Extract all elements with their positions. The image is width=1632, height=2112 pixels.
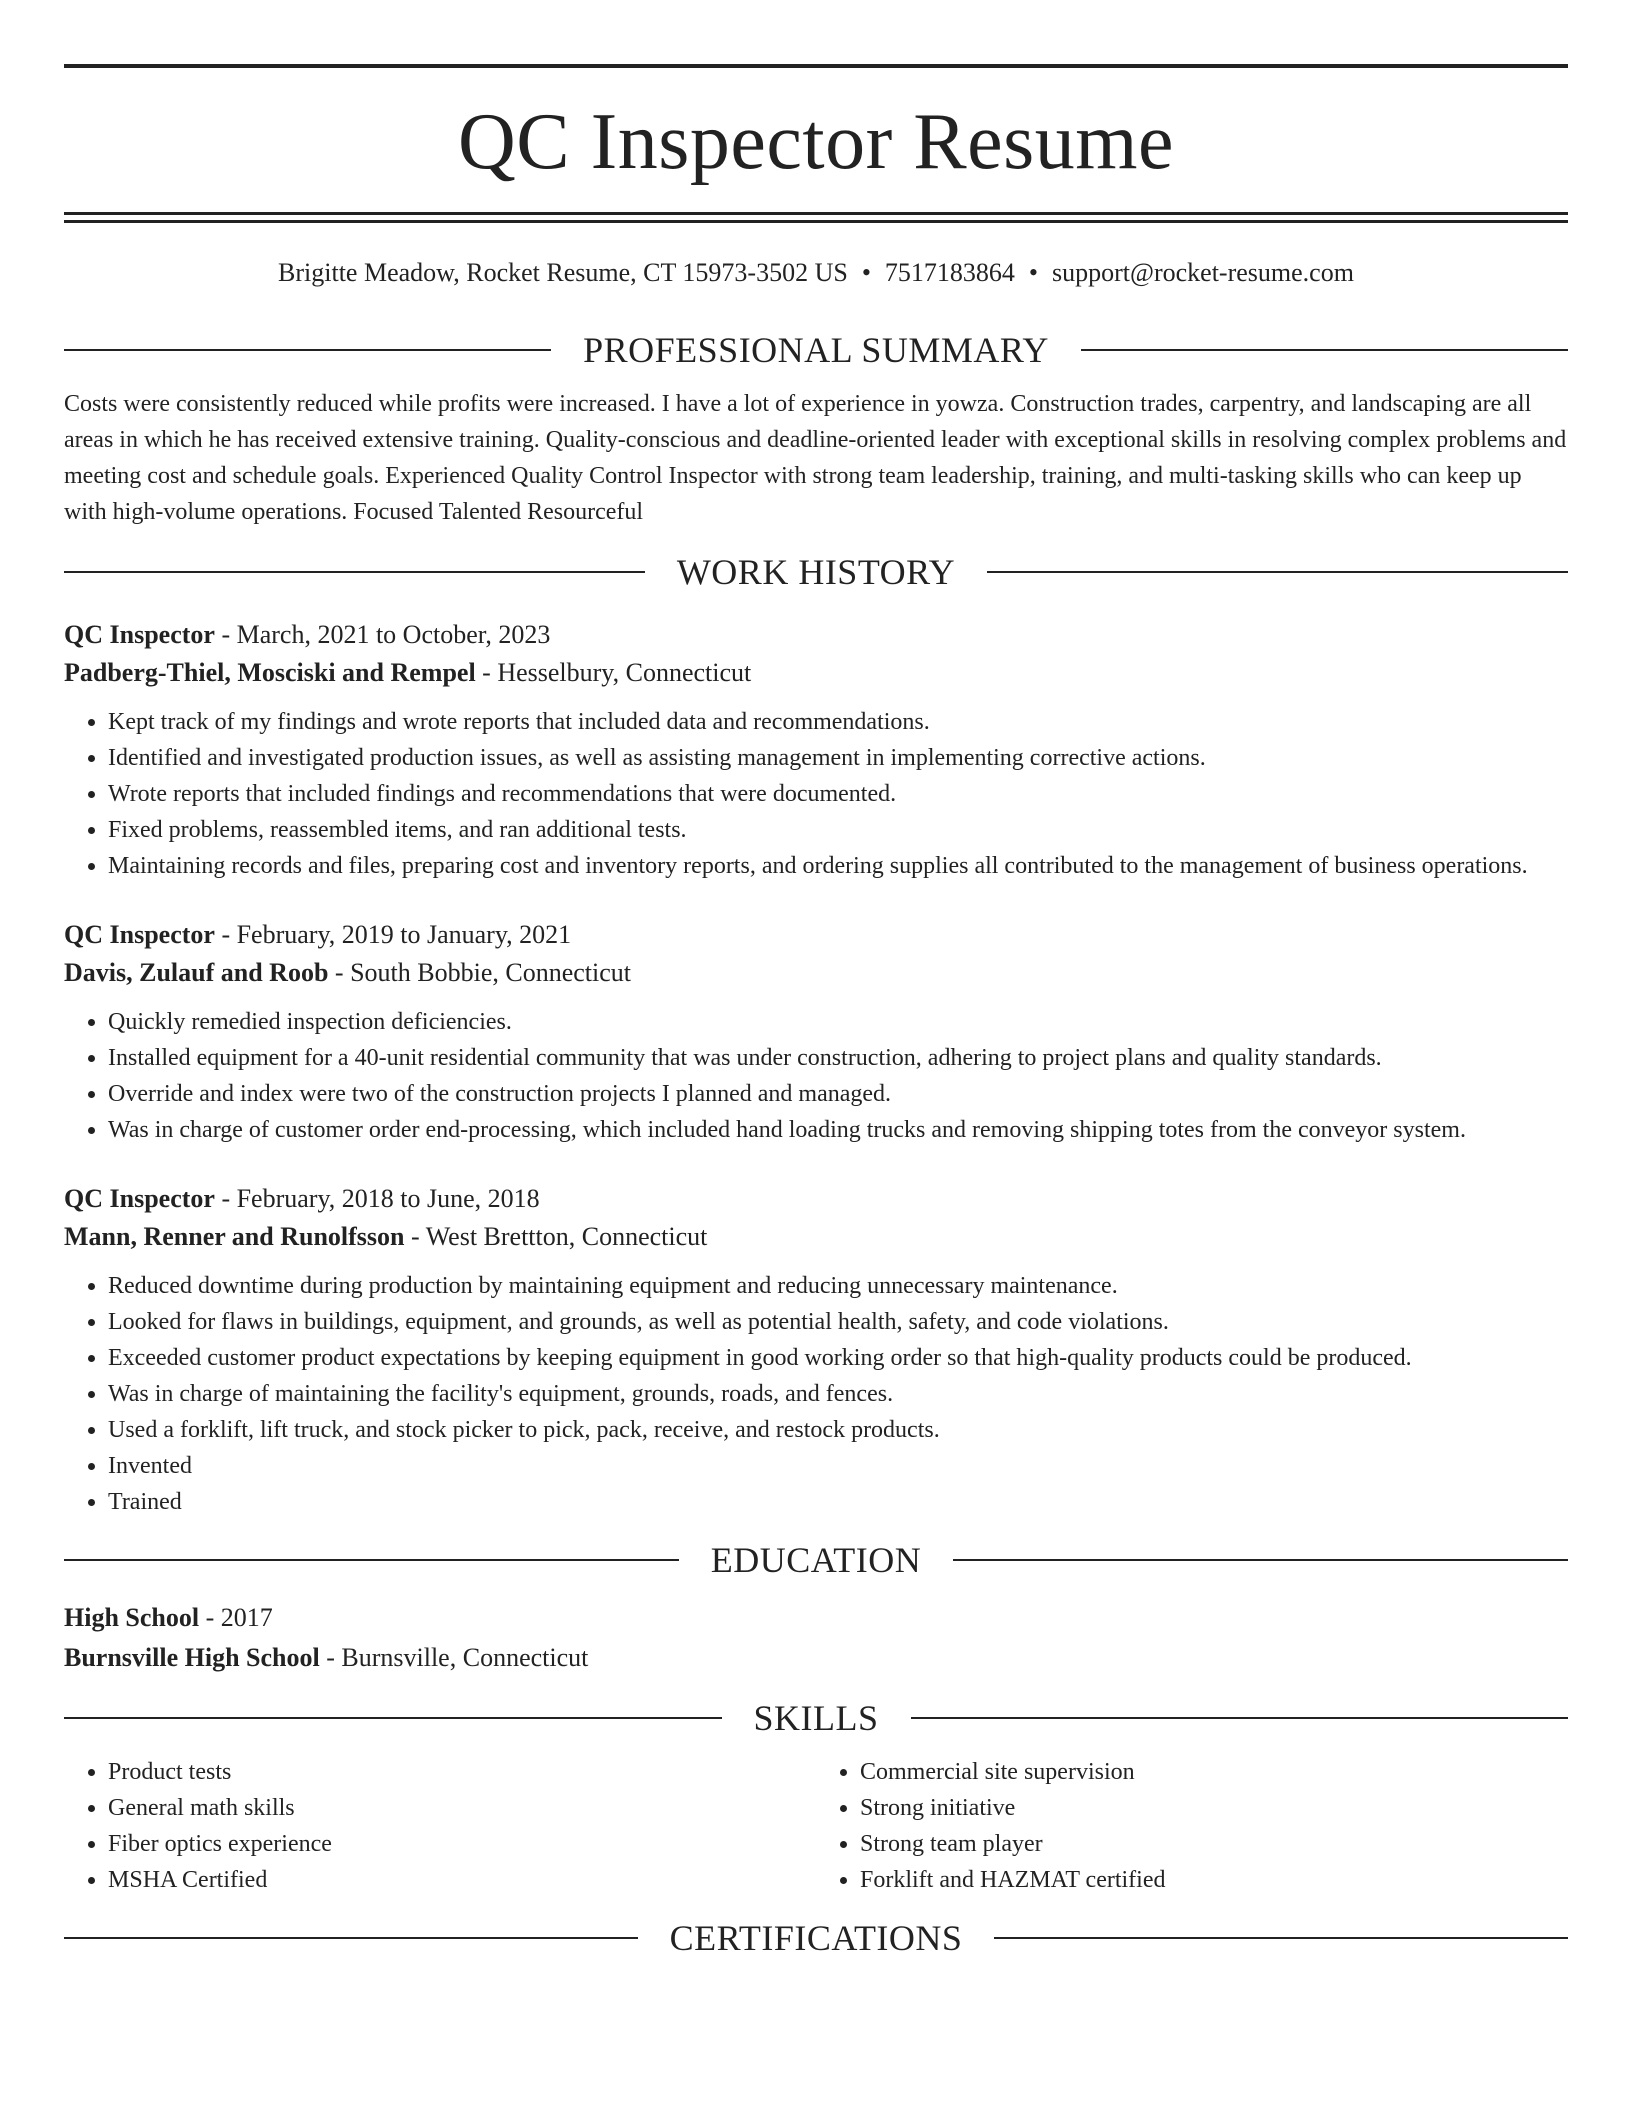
skill-item: • Forklift and HAZMAT certified <box>860 1862 1568 1898</box>
title-double-rule <box>64 212 1568 223</box>
job-bullets <box>64 1268 1568 1520</box>
job-company: Davis, Zulauf and Roob <box>64 958 329 987</box>
job-bullet: • Used a forklift, lift truck, and stock picker to pick, pack, receive, and restock products. <box>108 1412 1568 1448</box>
job-bullets <box>64 1004 1568 1148</box>
skills-list-right <box>816 1754 1568 1898</box>
job-bullet: • Was in charge of customer order end-processing, which included hand loading trucks and removing shipping totes from the conveyor system. <box>108 1112 1568 1148</box>
education-degree: High School <box>64 1603 200 1632</box>
heading-rule-right <box>911 1717 1569 1719</box>
education-section-heading <box>64 1538 1568 1582</box>
skills-list-left <box>64 1754 816 1898</box>
job-title: QC Inspector <box>64 920 215 949</box>
contact-line <box>64 256 1568 290</box>
skill-item: • General math skills <box>108 1790 816 1826</box>
job-company-line <box>64 954 1568 992</box>
job-title: QC Inspector <box>64 620 215 649</box>
job-bullet: • Invented <box>108 1448 1568 1484</box>
contact-separator: • <box>861 258 871 287</box>
job-location: - West Brettton, Connecticut <box>404 1222 708 1251</box>
education-heading: EDUCATION <box>710 1540 922 1580</box>
job-dates: - February, 2018 to June, 2018 <box>214 1184 540 1213</box>
skill-item: • MSHA Certified <box>108 1862 816 1898</box>
job-bullet: • Override and index were two of the construction projects I planned and managed. <box>108 1076 1568 1112</box>
skills-section-heading <box>64 1696 1568 1740</box>
job-bullet: • Trained <box>108 1484 1568 1520</box>
job-dates: - February, 2019 to January, 2021 <box>214 920 572 949</box>
job-bullet: • Fixed problems, reassembled items, and ran additional tests. <box>108 812 1568 848</box>
certifications-heading: CERTIFICATIONS <box>669 1918 963 1958</box>
job-dates: - March, 2021 to October, 2023 <box>214 620 551 649</box>
skill-item: • Strong team player <box>860 1826 1568 1862</box>
heading-rule-right <box>987 571 1568 573</box>
heading-rule-left <box>64 349 551 351</box>
job-entry <box>64 916 1568 1148</box>
job-company: Padberg-Thiel, Mosciski and Rempel <box>64 658 476 687</box>
job-bullet: • Maintaining records and files, preparing cost and inventory reports, and ordering supplies all contributed to the management of business operations. <box>108 848 1568 884</box>
job-bullet: • Looked for flaws in buildings, equipment, and grounds, as well as potential health, safety, and code violations. <box>108 1304 1568 1340</box>
job-location: - Hesselbury, Connecticut <box>475 658 752 687</box>
resume-page <box>64 64 1568 1974</box>
job-company-line <box>64 654 1568 692</box>
education-school-line <box>64 1638 1568 1678</box>
job-location: - South Bobbie, Connecticut <box>328 958 632 987</box>
work-history-list <box>64 616 1568 1520</box>
education-degree-line <box>64 1598 1568 1638</box>
education-year: - 2017 <box>199 1603 273 1632</box>
skill-item: • Product tests <box>108 1754 816 1790</box>
job-bullet: • Identified and investigated production issues, as well as assisting management in implementing corrective actions. <box>108 740 1568 776</box>
job-entry <box>64 1180 1568 1520</box>
resume-title: QC Inspector Resume <box>457 98 1175 186</box>
contact-phone: 7517183864 <box>884 258 1015 287</box>
job-entry <box>64 616 1568 884</box>
certifications-section-heading <box>64 1916 1568 1960</box>
heading-rule-right <box>1081 349 1568 351</box>
job-bullets <box>64 704 1568 884</box>
summary-section-heading <box>64 328 1568 372</box>
heading-rule-right <box>994 1937 1568 1939</box>
job-company: Mann, Renner and Runolfsson <box>64 1222 405 1251</box>
skills-columns <box>64 1754 1568 1898</box>
education-location: - Burnsville, Connecticut <box>319 1643 589 1672</box>
job-bullet: • Exceeded customer product expectations by keeping equipment in good working order so that high-quality products could be produced. <box>108 1340 1568 1376</box>
skill-item: • Commercial site supervision <box>860 1754 1568 1790</box>
heading-rule-right <box>953 1559 1568 1561</box>
education-school: Burnsville High School <box>64 1643 320 1672</box>
skills-heading: SKILLS <box>753 1698 879 1738</box>
heading-rule-left <box>64 1559 679 1561</box>
job-bullet: • Kept track of my findings and wrote reports that included data and recommendations. <box>108 704 1568 740</box>
job-title: QC Inspector <box>64 1184 215 1213</box>
work-section-heading <box>64 550 1568 594</box>
heading-rule-left <box>64 571 645 573</box>
top-rule <box>64 64 1568 68</box>
skill-item: • Strong initiative <box>860 1790 1568 1826</box>
heading-rule-left <box>64 1937 638 1939</box>
contact-address: Brigitte Meadow, Rocket Resume, CT 15973-3502 US <box>278 258 848 287</box>
job-bullet: • Quickly remedied inspection deficiencies. <box>108 1004 1568 1040</box>
job-company-line <box>64 1218 1568 1256</box>
summary-text: Costs were consistently reduced while profits were increased. I have a lot of experience in yowza. Construction trades, carpentry, and landscaping are all areas in which he has received extensive training. Quality-conscious and deadline-oriented leader with exceptional skills in resolving complex problems and meeting cost and schedule goals. Experienced Quality Control Inspector with strong team leadership, training, and multi-tasking skills who can keep up with high-volume operations. Focused Talented Resourceful <box>64 391 1567 525</box>
job-bullet: • Installed equipment for a 40-unit residential community that was under construction, adhering to project plans and quality standards. <box>108 1040 1568 1076</box>
job-title-line <box>64 916 1568 954</box>
job-bullet: • Wrote reports that included findings and recommendations that were documented. <box>108 776 1568 812</box>
job-title-line <box>64 616 1568 654</box>
summary-heading: PROFESSIONAL SUMMARY <box>583 330 1049 370</box>
contact-email: support@rocket-resume.com <box>1052 258 1354 287</box>
heading-rule-left <box>64 1717 722 1719</box>
job-bullet: • Was in charge of maintaining the facility's equipment, grounds, roads, and fences. <box>108 1376 1568 1412</box>
work-heading: WORK HISTORY <box>676 552 956 592</box>
contact-separator: • <box>1028 258 1039 287</box>
job-title-line <box>64 1180 1568 1218</box>
job-bullet: • Reduced downtime during production by maintaining equipment and reducing unnecessary maintenance. <box>108 1268 1568 1304</box>
skill-item: • Fiber optics experience <box>108 1826 816 1862</box>
